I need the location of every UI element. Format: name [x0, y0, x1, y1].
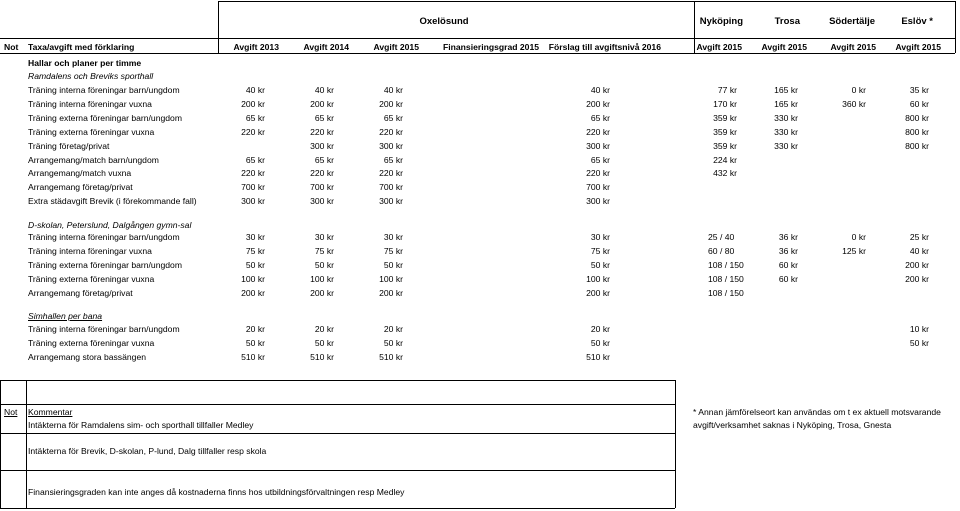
- header-right-border: [955, 1, 956, 53]
- row-label: Träning företag/privat: [28, 140, 110, 151]
- row-value: 220 kr: [310, 168, 334, 179]
- row-value: 20 kr: [383, 324, 403, 334]
- row-label: Arrangemang företag/privat: [28, 182, 133, 193]
- note-item: Intäkterna för Ramdalens sim- och sporthall tillfaller Medley: [28, 420, 254, 430]
- column-header: Avgift 2015: [696, 42, 742, 52]
- notes-header-border: [0, 404, 675, 405]
- notes-not-label: Not: [4, 407, 18, 417]
- row-value: 200 kr: [379, 287, 403, 298]
- header-row-border: [0, 38, 955, 39]
- row-value: 50 kr: [383, 259, 403, 270]
- row-value: 60 kr: [909, 98, 929, 109]
- row-value: 200 kr: [310, 287, 334, 298]
- row-value: 359 kr: [713, 112, 737, 123]
- row-value: 200 kr: [241, 287, 265, 298]
- row-value: 300 kr: [379, 196, 403, 207]
- row-value: 220 kr: [241, 126, 265, 137]
- row-value: 300 kr: [310, 140, 334, 151]
- row-value: 510 kr: [379, 351, 403, 362]
- row-value: 220 kr: [310, 126, 334, 137]
- row-value: 30 kr: [314, 232, 334, 242]
- row-value: 50 kr: [314, 337, 334, 348]
- header-bottom-border: [0, 53, 955, 54]
- row-value: 40 kr: [314, 85, 334, 95]
- row-value: 40 kr: [245, 85, 265, 95]
- row-value: 300 kr: [586, 196, 610, 207]
- row-value: 50 kr: [245, 337, 265, 348]
- row-label: Träning externa föreningar barn/ungdom: [28, 259, 182, 270]
- notes-top-border: [0, 380, 675, 381]
- row-value: 0 kr: [851, 85, 866, 95]
- city-name: Nyköping: [699, 16, 743, 27]
- row-value: 77 kr: [717, 85, 737, 95]
- row-value: 108 / 150: [708, 273, 744, 284]
- row-label: Arrangemang/match vuxna: [28, 168, 132, 179]
- row-value: 60 / 80: [708, 245, 735, 256]
- row-value: 108 / 150: [708, 259, 744, 270]
- row-value: 200 kr: [905, 273, 929, 284]
- row-label: Arrangemang stora bassängen: [28, 351, 147, 362]
- column-header: Not: [4, 42, 19, 52]
- row-value: 60 kr: [778, 273, 798, 284]
- row-value: 20 kr: [314, 324, 334, 334]
- column-header: Avgift 2013: [233, 42, 279, 52]
- row-value: 10 kr: [909, 324, 929, 334]
- row-value: 75 kr: [383, 245, 403, 256]
- row-value: 359 kr: [713, 126, 737, 137]
- row-label: Träning externa föreningar vuxna: [28, 337, 155, 348]
- row-value: 25 / 40: [708, 232, 735, 242]
- row-value: 510 kr: [241, 351, 265, 362]
- row-value: 20 kr: [245, 324, 265, 334]
- row-value: 65 kr: [383, 154, 403, 165]
- row-value: 360 kr: [842, 98, 866, 109]
- row-value: 50 kr: [590, 259, 610, 270]
- column-header: Avgift 2015: [895, 42, 941, 52]
- row-value: 65 kr: [383, 112, 403, 123]
- side-note: avgift/verksamhet saknas i Nyköping, Trosa, Gnesta: [693, 420, 892, 430]
- row-value: 510 kr: [310, 351, 334, 362]
- row-value: 0 kr: [851, 232, 866, 242]
- row-value: 330 kr: [774, 112, 798, 123]
- row-value: 224 kr: [713, 154, 737, 165]
- row-value: 40 kr: [590, 85, 610, 95]
- row-value: 220 kr: [379, 168, 403, 179]
- row-value: 165 kr: [774, 85, 798, 95]
- column-header: Taxa/avgift med förklaring: [28, 42, 135, 52]
- row-label: Träning interna föreningar barn/ungdom: [28, 324, 180, 334]
- row-value: 60 kr: [778, 259, 798, 270]
- row-value: 700 kr: [241, 182, 265, 193]
- row-value: 165 kr: [774, 98, 798, 109]
- row-value: 35 kr: [909, 85, 929, 95]
- row-value: 700 kr: [310, 182, 334, 193]
- row-value: 100 kr: [310, 273, 334, 284]
- column-header: Avgift 2015: [761, 42, 807, 52]
- row-value: 100 kr: [241, 273, 265, 284]
- row-value: 300 kr: [379, 140, 403, 151]
- notes-row-border: [0, 470, 675, 471]
- row-value: 65 kr: [314, 112, 334, 123]
- row-value: 200 kr: [586, 98, 610, 109]
- row-value: 108 / 150: [708, 287, 744, 298]
- column-header: Förslag till avgiftsnivå 2016: [548, 42, 661, 52]
- notes-right-border: [675, 380, 676, 508]
- row-value: 432 kr: [713, 168, 737, 179]
- row-value: 65 kr: [314, 154, 334, 165]
- row-value: 510 kr: [586, 351, 610, 362]
- row-value: 220 kr: [379, 126, 403, 137]
- notes-divider: [26, 380, 27, 508]
- row-value: 100 kr: [379, 273, 403, 284]
- row-value: 50 kr: [909, 337, 929, 348]
- row-value: 40 kr: [909, 245, 929, 256]
- row-value: 65 kr: [245, 154, 265, 165]
- row-value: 50 kr: [590, 337, 610, 348]
- row-value: 125 kr: [842, 245, 866, 256]
- section-title: D-skolan, Peterslund, Dalgången gymn-sal: [28, 220, 192, 230]
- row-value: 330 kr: [774, 140, 798, 151]
- side-note: * Annan jämförelseort kan användas om t ex aktuell motsvarande: [693, 407, 941, 417]
- row-value: 30 kr: [383, 232, 403, 242]
- column-header: Avgift 2015: [830, 42, 876, 52]
- column-header: Avgift 2015: [373, 42, 419, 52]
- row-value: 50 kr: [314, 259, 334, 270]
- row-value: 25 kr: [909, 232, 929, 242]
- row-value: 220 kr: [586, 126, 610, 137]
- notes-left-border: [0, 380, 1, 508]
- row-value: 75 kr: [590, 245, 610, 256]
- notes-bottom-border: [0, 508, 675, 509]
- row-label: Träning interna föreningar barn/ungdom: [28, 232, 180, 242]
- row-label: Arrangemang företag/privat: [28, 287, 133, 298]
- row-value: 220 kr: [241, 168, 265, 179]
- row-value: 300 kr: [241, 196, 265, 207]
- row-value: 36 kr: [778, 232, 798, 242]
- row-value: 30 kr: [245, 232, 265, 242]
- row-value: 200 kr: [241, 98, 265, 109]
- row-label: Träning interna föreningar vuxna: [28, 245, 152, 256]
- row-value: 359 kr: [713, 140, 737, 151]
- row-value: 75 kr: [314, 245, 334, 256]
- city-name: Trosa: [774, 16, 800, 27]
- city-name: Eslöv *: [901, 16, 933, 27]
- row-value: 800 kr: [905, 126, 929, 137]
- section-title: Hallar och planer per timme: [28, 58, 142, 68]
- section-title: Simhallen per bana: [28, 311, 103, 321]
- row-value: 330 kr: [774, 126, 798, 137]
- row-value: 50 kr: [245, 259, 265, 270]
- row-value: 170 kr: [713, 98, 737, 109]
- city-name: Oxelösund: [419, 16, 469, 27]
- row-value: 36 kr: [778, 245, 798, 256]
- row-label: Arrangemang/match barn/ungdom: [28, 154, 159, 165]
- row-value: 200 kr: [586, 287, 610, 298]
- row-value: 75 kr: [245, 245, 265, 256]
- row-value: 65 kr: [245, 112, 265, 123]
- header-top-border: [218, 1, 955, 2]
- row-label: Träning externa föreningar vuxna: [28, 273, 155, 284]
- row-value: 200 kr: [905, 259, 929, 270]
- notes-row-border: [0, 433, 675, 434]
- city-name: Södertälje: [829, 16, 875, 27]
- section-subtitle: Ramdalens och Breviks sporthall: [28, 71, 154, 81]
- notes-kommentar-label: Kommentar: [28, 407, 73, 417]
- row-value: 100 kr: [586, 273, 610, 284]
- row-value: 800 kr: [905, 112, 929, 123]
- row-value: 700 kr: [379, 182, 403, 193]
- row-value: 65 kr: [590, 154, 610, 165]
- row-value: 300 kr: [586, 140, 610, 151]
- row-value: 700 kr: [586, 182, 610, 193]
- row-value: 65 kr: [590, 112, 610, 123]
- row-value: 40 kr: [383, 85, 403, 95]
- row-label: Träning externa föreningar barn/ungdom: [28, 112, 182, 123]
- row-value: 800 kr: [905, 140, 929, 151]
- row-value: 220 kr: [586, 168, 610, 179]
- note-item: Finansieringsgraden kan inte anges då kostnaderna finns hos utbildningsförvaltningen resp Medley: [28, 487, 405, 497]
- row-label: Träning externa föreningar vuxna: [28, 126, 155, 137]
- row-value: 50 kr: [383, 337, 403, 348]
- column-header: Avgift 2014: [303, 42, 349, 52]
- note-item: Intäkterna för Brevik, D-skolan, P-lund, Dalg tillfaller resp skola: [28, 446, 267, 456]
- row-label: Träning interna föreningar barn/ungdom: [28, 85, 180, 95]
- row-label: Träning interna föreningar vuxna: [28, 98, 152, 109]
- row-value: 20 kr: [590, 324, 610, 334]
- column-header: Finansieringsgrad 2015: [443, 42, 539, 52]
- row-value: 200 kr: [379, 98, 403, 109]
- row-label: Extra städavgift Brevik (i förekommande fall): [28, 196, 197, 207]
- row-value: 300 kr: [310, 196, 334, 207]
- row-value: 200 kr: [310, 98, 334, 109]
- row-value: 30 kr: [590, 232, 610, 242]
